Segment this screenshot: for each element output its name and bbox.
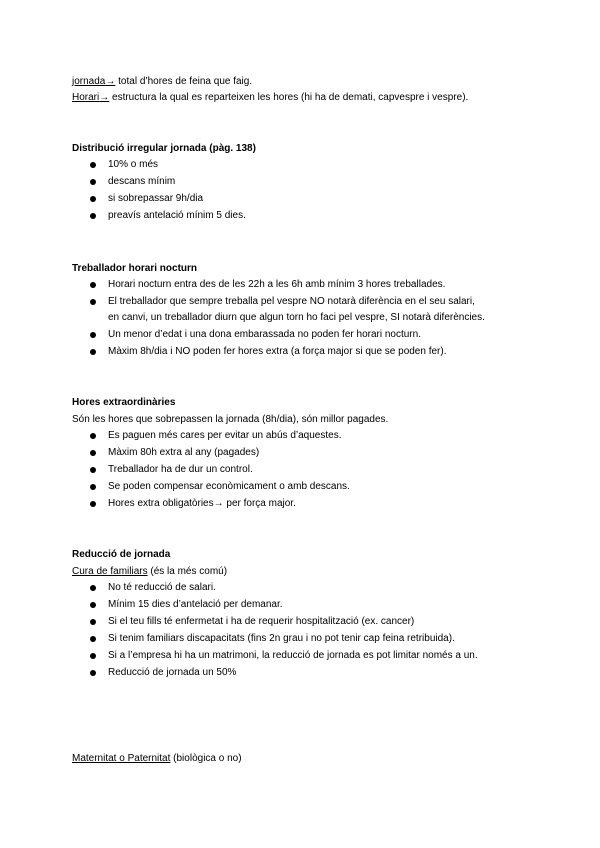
list-item: 10% o més [108,159,159,170]
list-item: No té reducció de salari. [108,582,216,593]
bullet-icon [90,179,96,185]
bullet-icon [90,501,96,507]
bullet-icon [90,299,96,305]
section-intro: Són les hores que sobrepassen la jornada (8h/dia), són millor pagades. [72,414,389,425]
subsection-cura-familiars: Cura de familiars (és la més comú) [72,566,228,577]
bullet-icon [90,213,96,219]
list-item: Si el teu fills té enfermetat i ha de requerir hospitalització (ex. cancer) [108,616,415,627]
bullet-icon [90,282,96,288]
list-item: preavís antelació mínim 5 dies. [108,210,246,221]
bullet-icon [90,670,96,676]
list-item: si sobrepassar 9h/dia [108,193,204,204]
bullet-icon [90,619,96,625]
bullet-icon [90,349,96,355]
arrow-icon: → [99,92,110,103]
list-item: Se poden compensar econòmicament o amb descans. [108,481,350,492]
bullet-icon [90,636,96,642]
section-heading-distribucio: Distribució irregular jornada (pàg. 138) [72,143,256,154]
list-item-continuation: en canvi, un treballador diurn que algun torn ho faci pel vespre, SI notarà diferències. [108,312,485,323]
list-item: Reducció de jornada un 50% [108,667,237,678]
list-item: Un menor d’edat i una dona embarassada no poden fer horari nocturn. [108,329,421,340]
section-heading-maternitat: Maternitat o Paternitat (biològica o no) [72,753,242,764]
horari-term: Horari→ [72,92,110,103]
list-item: Es paguen més cares per evitar un abús d’aquestes. [108,430,342,441]
list-item: Màxim 8h/dia i NO poden fer hores extra (a força major si que se poden fer). [108,346,447,357]
list-item: Si a l’empresa hi ha un matrimoni, la reducció de jornada es pot limitar només a un. [108,650,478,661]
list-item: Si tenim familiars discapacitats (fins 2n grau i no pot tenir cap feina retribuida). [108,633,455,644]
horari-definition: Horari→ estructura la qual es reparteixen les hores (hi ha de demati, capvespre i vespre). [72,92,469,103]
list-item: El treballador que sempre treballa pel vespre NO notarà diferència en el seu salari, [108,296,475,307]
list-item: Mínim 15 dies d’antelació per demanar. [108,599,283,610]
section-heading-nocturn: Treballador horari nocturn [72,263,198,274]
list-item: descans mínim [108,176,176,187]
list-item: Hores extra obligatòries→ per força major. [108,498,296,509]
jornada-definition: jornada→ total d’hores de feina que faig. [72,76,253,87]
list-item: Treballador ha de dur un control. [108,464,253,475]
bullet-icon [90,332,96,338]
arrow-icon: → [213,498,224,509]
bullet-icon [90,433,96,439]
section-heading-reduccio: Reducció de jornada [72,549,171,560]
bullet-icon [90,196,96,202]
list-item: Màxim 80h extra al any (pagades) [108,447,260,458]
bullet-icon [90,484,96,490]
bullet-icon [90,585,96,591]
section-heading-hores-extra: Hores extraordinàries [72,397,176,408]
bullet-icon [90,450,96,456]
jornada-term: jornada→ [72,76,116,87]
arrow-icon: → [105,76,116,87]
bullet-icon [90,653,96,659]
list-item: Horari nocturn entra des de les 22h a les 6h amb mínim 3 hores treballades. [108,279,446,290]
bullet-icon [90,467,96,473]
bullet-icon [90,162,96,168]
bullet-icon [90,602,96,608]
